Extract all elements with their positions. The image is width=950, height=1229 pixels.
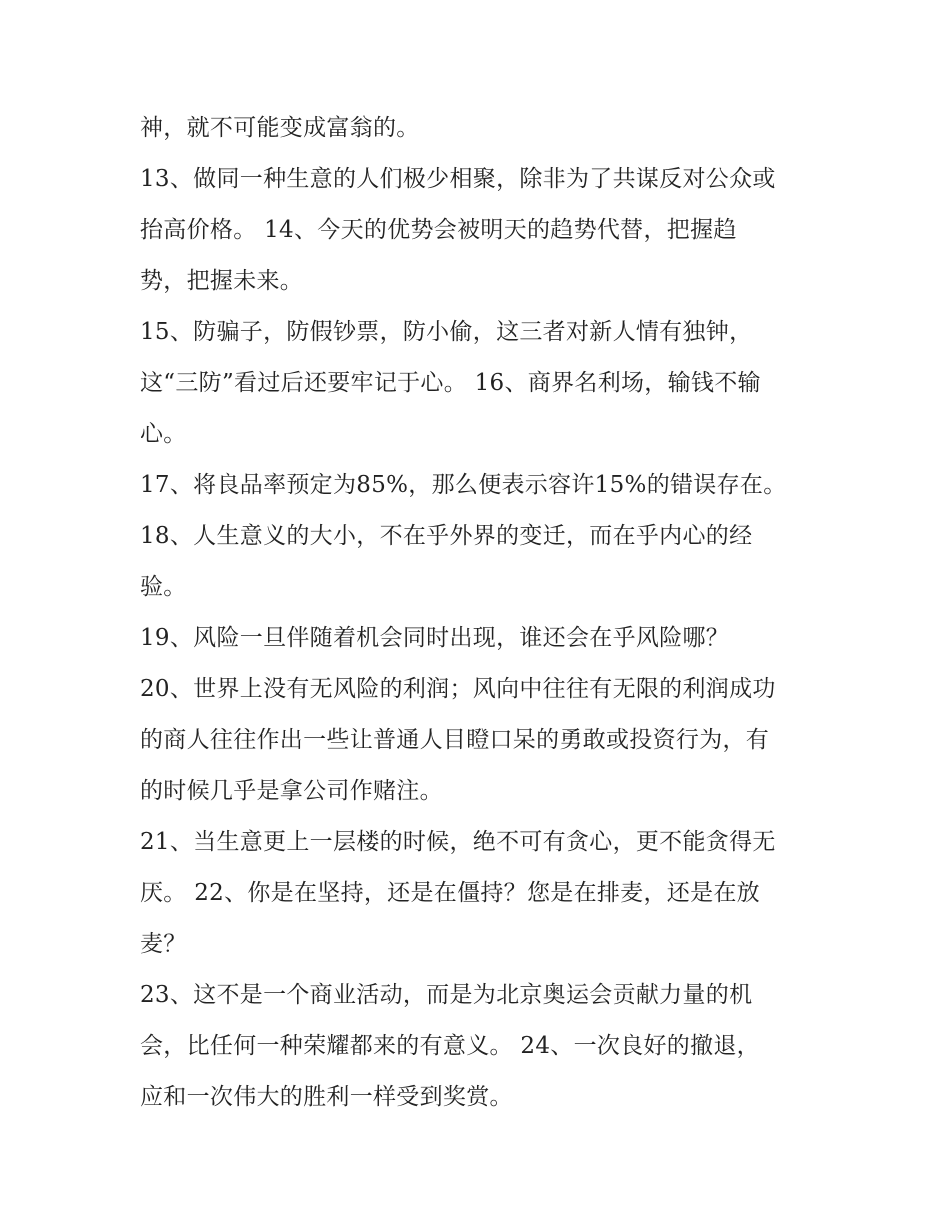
text-line: 17、将良品率预定为85%，那么便表示容许15%的错误存在。 [140,472,787,498]
text-line: 心。 [140,421,187,447]
text-line: 验。 [140,574,187,600]
text-line: 会，比任何一种荣耀都来的有意义。 24、一次良好的撤退， [140,1033,760,1059]
text-line: 20、世界上没有无风险的利润；风向中往往有无限的利润成功 [140,676,776,702]
text-line: 的时候几乎是拿公司作赌注。 [140,778,443,804]
text-line: 15、防骗子，防假钞票，防小偷，这三者对新人情有独钟， [140,319,753,345]
text-line: 23、这不是一个商业活动，而是为北京奥运会贡献力量的机 [140,982,753,1008]
text-line: 19、风险一旦伴随着机会同时出现，谁还会在乎风险哪？ [140,625,730,651]
text-line: 抬高价格。 14、今天的优势会被明天的趋势代替，把握趋 [140,217,737,243]
text-line: 厌。 22、你是在坚持，还是在僵持？您是在排麦，还是在放 [140,880,760,906]
text-line: 这“三防”看过后还要牢记于心。 16、商界名利场，输钱不输 [140,370,761,396]
text-line: 应和一次伟大的胜利一样受到奖赏。 [140,1084,513,1110]
text-line: 麦？ [140,931,187,957]
text-line: 势，把握未来。 [140,268,304,294]
text-line: 的商人往往作出一些让普通人目瞪口呆的勇敢或投资行为，有 [140,727,770,753]
text-line: 18、人生意义的大小，不在乎外界的变迁，而在乎内心的经 [140,523,753,549]
text-line: 13、做同一种生意的人们极少相聚，除非为了共谋反对公众或 [140,166,776,192]
text-line: 神，就不可能变成富翁的。 [140,115,420,141]
text-line: 21、当生意更上一层楼的时候，绝不可有贪心，更不能贪得无 [140,829,776,855]
